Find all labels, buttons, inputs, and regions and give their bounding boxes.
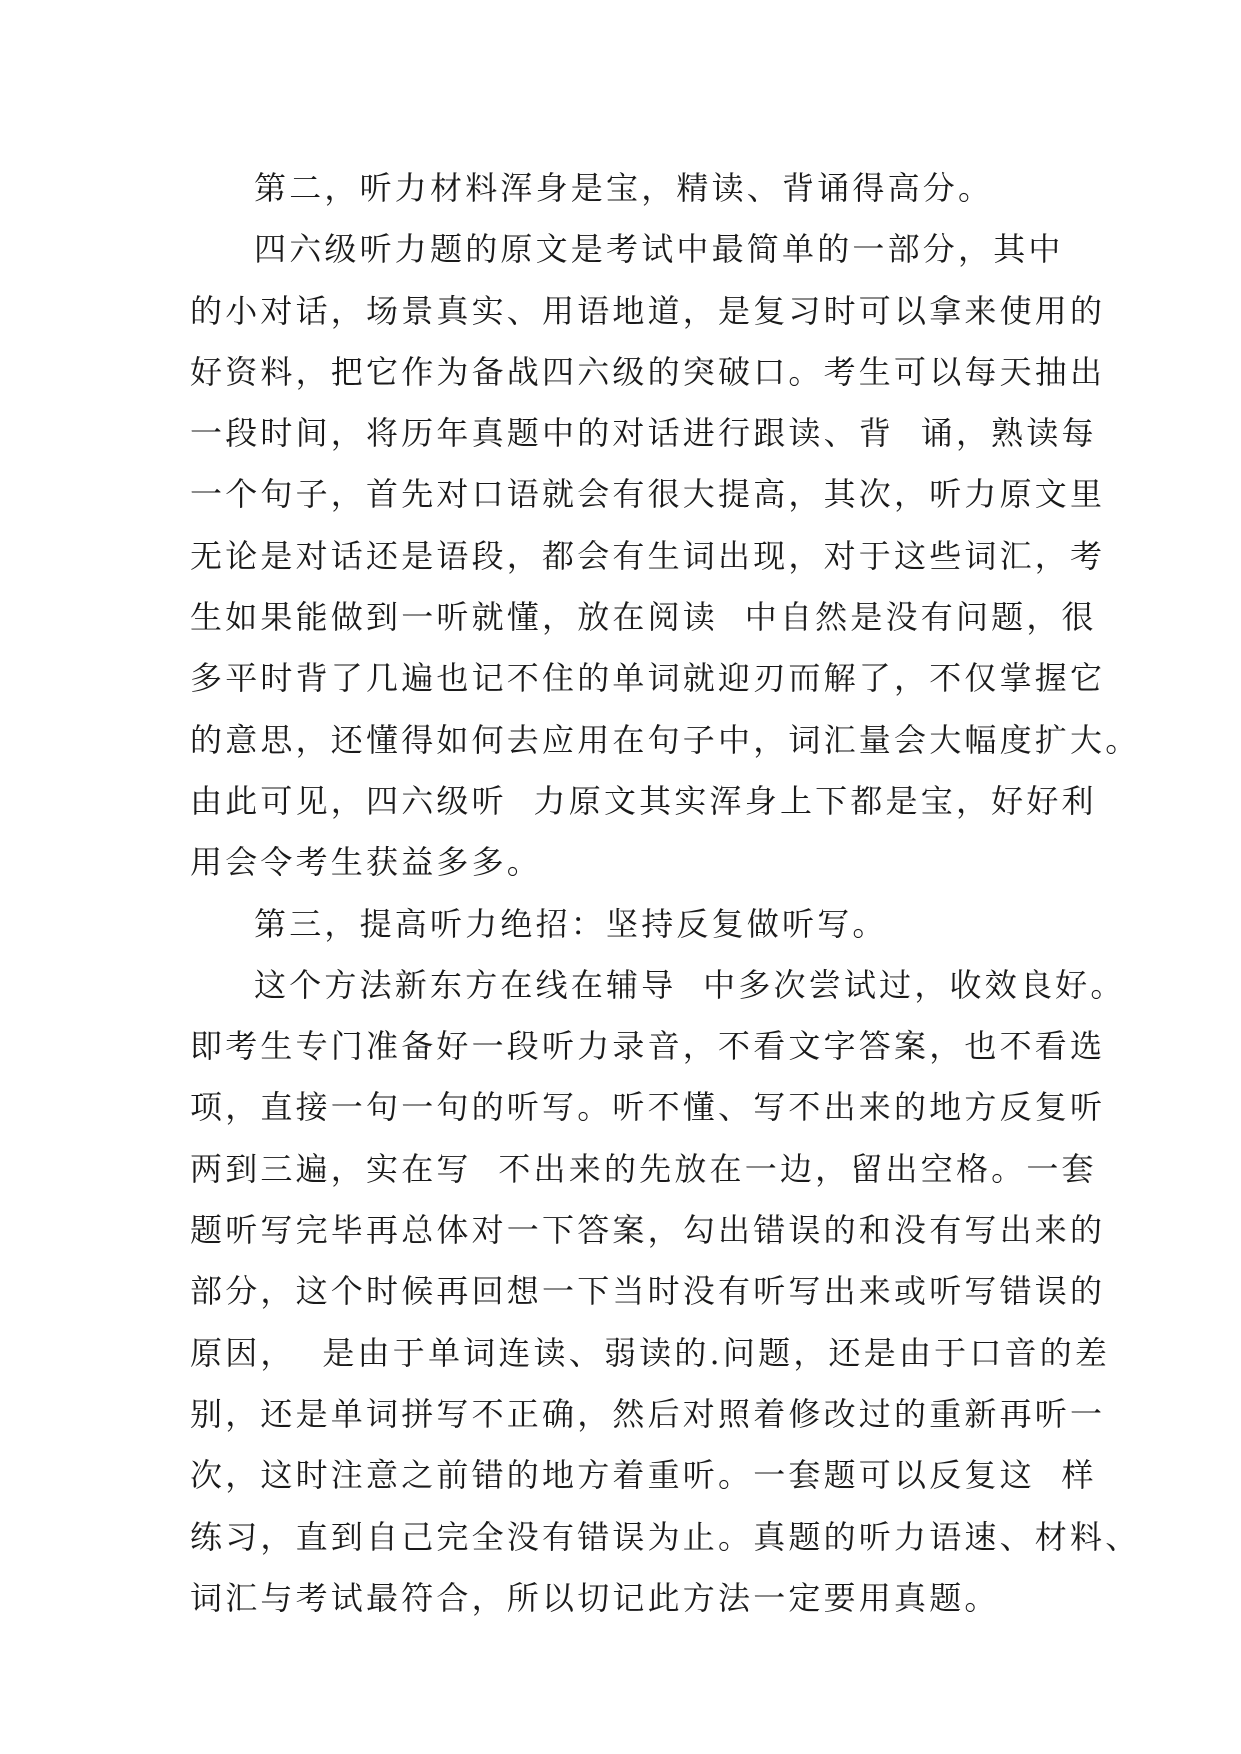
paragraph-line: 四六级听力题的原文是考试中最简单的一部分，其中	[254, 230, 1064, 269]
paragraph-line: 两到三遍，实在写 不出来的先放在一边，留出空格。一套	[190, 1149, 1097, 1188]
paragraph-line: 部分，这个时候再回想一下当时没有听写出来或听写错误的	[190, 1272, 1106, 1311]
paragraph-line: 多平时背了几遍也记不住的单词就迎刃而解了，不仅掌握它	[190, 659, 1106, 698]
paragraph-line: 好资料，把它作为备战四六级的突破口。考生可以每天抽出	[190, 352, 1106, 391]
paragraph-line: 的意思，还懂得如何去应用在句子中，词汇量会大幅度扩大。	[190, 720, 1141, 759]
document-body	[190, 158, 1141, 1629]
paragraph-line: 次，这时注意之前错的地方着重听。一套题可以反复这 样	[190, 1456, 1097, 1495]
paragraph-line: 原因， 是由于单词连读、弱读的.问题，还是由于口音的差	[190, 1333, 1111, 1372]
paragraph-line: 生如果能做到一听就懂，放在阅读 中自然是没有问题，很	[190, 598, 1097, 637]
paragraph-line: 题听写完毕再总体对一下答案，勾出错误的和没有写出来的	[190, 1211, 1106, 1250]
paragraph-line: 的小对话，场景真实、用语地道，是复习时可以拿来使用的	[190, 291, 1106, 330]
paragraph-line: 练习，直到自己完全没有错误为止。真题的听力语速、材料、	[190, 1517, 1141, 1556]
paragraph-line: 无论是对话还是语段，都会有生词出现，对于这些词汇，考	[190, 536, 1106, 575]
paragraph-line: 词汇与考试最符合，所以切记此方法一定要用真题。	[190, 1578, 1000, 1617]
paragraph-line: 由此可见，四六级听 力原文其实浑身上下都是宝，好好利	[190, 781, 1097, 820]
paragraph-line: 一段时间，将历年真题中的对话进行跟读、背 诵，熟读每	[190, 414, 1097, 453]
paragraph-line: 用会令考生获益多多。	[190, 843, 543, 882]
paragraph-line: 这个方法新东方在线在辅导 中多次尝试过，收效良好。	[254, 965, 1126, 1004]
paragraph-line: 别，还是单词拼写不正确，然后对照着修改过的重新再听一	[190, 1394, 1106, 1433]
paragraph-line: 即考生专门准备好一段听力录音，不看文字答案，也不看选	[190, 1027, 1106, 1066]
section-heading: 第三，提高听力绝招：坚持反复做听写。	[254, 904, 888, 943]
section-heading: 第二，听力材料浑身是宝，精读、背诵得高分。	[254, 169, 994, 207]
paragraph-line: 一个句子，首先对口语就会有很大提高，其次，听力原文里	[190, 475, 1106, 514]
paragraph-line: 项，直接一句一句的听写。听不懂、写不出来的地方反复听	[190, 1088, 1106, 1127]
